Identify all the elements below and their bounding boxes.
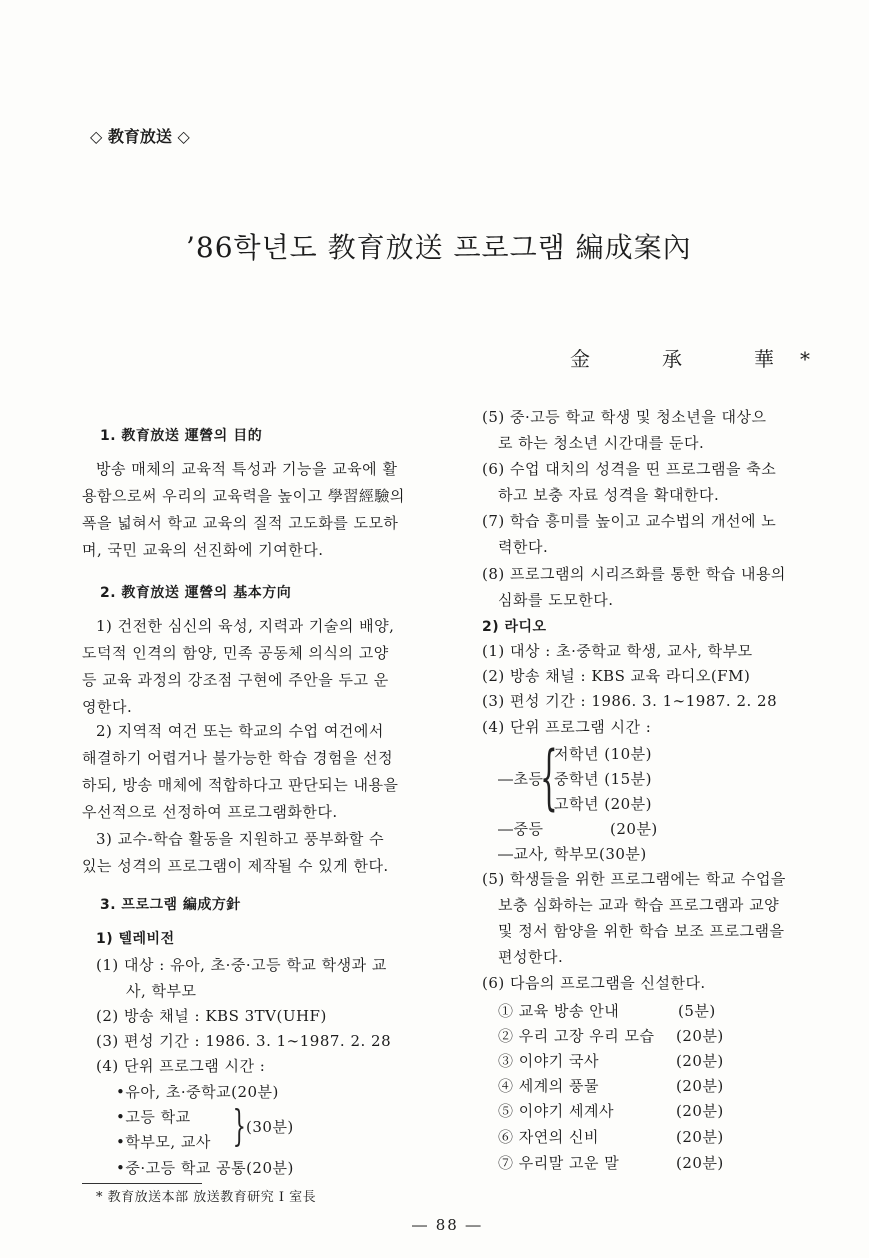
grade-low: 저학년 (10분): [554, 745, 653, 763]
program-item: ⑤ 이야기 세계사: [498, 1102, 614, 1120]
level-middle: ―중등: [498, 820, 544, 838]
footnote-divider: [82, 1183, 202, 1184]
program-item: ⑥ 자연의 신비: [498, 1128, 599, 1146]
radio-subheading: 2) 라디오: [482, 619, 547, 635]
program-time: (20분): [676, 1027, 724, 1045]
author: 金 承 華*: [570, 347, 836, 371]
program-time: (20분): [676, 1154, 724, 1172]
paragraph-line: 하되, 방송 매체에 적합하다고 판단되는 내용을: [82, 776, 399, 794]
paragraph-line: 방송 매체의 교육적 특성과 기능을 교육에 활: [96, 460, 398, 478]
list-item: 로 하는 청소년 시간대를 둔다.: [498, 434, 705, 452]
bullet-item: •학부모, 교사: [116, 1133, 211, 1151]
paragraph-line: 있는 성격의 프로그램이 제작될 수 있게 한다.: [82, 857, 389, 875]
section-2-heading: 2. 教育放送 運營의 基本方向: [100, 585, 292, 601]
list-item: (6) 수업 대치의 성격을 띤 프로그램을 축소: [482, 460, 777, 478]
paragraph-line: 등 교육 과정의 강조점 구현에 주안을 두고 운: [82, 671, 389, 689]
list-item: (2) 방송 채널 : KBS 교육 라디오(FM): [482, 667, 751, 685]
program-time: (20분): [676, 1128, 724, 1146]
list-item: 심화를 도모한다.: [498, 591, 614, 609]
grade-high: 고학년 (20분): [554, 795, 653, 813]
program-item: ③ 이야기 국사: [498, 1052, 599, 1070]
list-item: 및 정서 함양을 위한 학습 보조 프로그램을: [498, 922, 785, 940]
list-item: (1) 대상 : 초·중학교 학생, 교사, 학부모: [482, 642, 753, 660]
section-3-heading: 3. 프로그램 編成方針: [100, 897, 241, 913]
list-item: (2) 방송 채널 : KBS 3TV(UHF): [96, 1007, 327, 1025]
paragraph-line: 우선적으로 선정하여 프로그램화한다.: [82, 803, 338, 821]
footnote: * 教育放送本部 放送教育研究 I 室長: [96, 1190, 317, 1205]
series-header: ◇ 教育放送 ◇: [90, 127, 190, 146]
list-item: 편성한다.: [498, 948, 564, 966]
paragraph-line: 며, 국민 교육의 선진화에 기여한다.: [82, 541, 324, 559]
shared-time: (30분): [246, 1118, 294, 1136]
list-item: (3) 편성 기간 : 1986. 3. 1∼1987. 2. 28: [482, 692, 778, 710]
paragraph-line: 폭을 넓혀서 학교 교육의 질적 고도화를 도모하: [82, 514, 399, 532]
page-title: ’86학년도 教育放送 프로그램 編成案內: [186, 231, 692, 264]
list-item: (5) 중·고등 학교 학생 및 청소년을 대상으: [482, 408, 767, 426]
program-time: (20분): [676, 1077, 724, 1095]
right-brace: }: [232, 1101, 247, 1150]
program-item: ⑦ 우리말 고운 말: [498, 1154, 620, 1172]
paragraph-line: 용함으로써 우리의 교육력을 높이고 學習經驗의: [82, 487, 405, 505]
bullet-item: •중·고등 학교 공통(20분): [116, 1159, 294, 1177]
program-time: (20분): [676, 1052, 724, 1070]
program-time: (5분): [678, 1002, 716, 1020]
program-item: ① 교육 방송 안내: [498, 1002, 620, 1020]
bullet-item: •유아, 초·중학교(20분): [116, 1083, 279, 1101]
list-item: (4) 단위 프로그램 시간 :: [482, 718, 652, 736]
list-item: 사, 학부모: [126, 982, 197, 1000]
level-teacher-parent: ―교사, 학부모(30분): [498, 845, 647, 863]
list-item: (7) 학습 흥미를 높이고 교수법의 개선에 노: [482, 512, 777, 530]
list-item: (1) 대상 : 유아, 초·중·고등 학교 학생과 교: [96, 956, 387, 974]
program-item: ④ 세계의 풍물: [498, 1077, 599, 1095]
paragraph-line: 3) 교수-학습 활동을 지원하고 풍부화할 수: [96, 830, 385, 848]
list-item: (5) 학생들을 위한 프로그램에는 학교 수업을: [482, 870, 786, 888]
bullet-item: •고등 학교: [116, 1108, 191, 1126]
section-1-heading: 1. 教育放送 運營의 目的: [100, 428, 263, 444]
grade-mid: 중학년 (15분): [554, 770, 653, 788]
level-elementary: ―초등: [498, 770, 544, 788]
paragraph-line: 도덕적 인격의 함양, 민족 공동체 의식의 고양: [82, 644, 389, 662]
list-item: 하고 보충 자료 성격을 확대한다.: [498, 486, 720, 504]
left-brace: {: [540, 736, 558, 818]
list-item: 력한다.: [498, 538, 549, 556]
list-item: 보충 심화하는 교과 학습 프로그램과 교양: [498, 896, 780, 914]
program-item: ② 우리 고장 우리 모습: [498, 1027, 655, 1045]
list-item: (3) 편성 기간 : 1986. 3. 1∼1987. 2. 28: [96, 1032, 392, 1050]
program-time: (20분): [676, 1102, 724, 1120]
paragraph-line: 2) 지역적 여건 또는 학교의 수업 여건에서: [96, 722, 384, 740]
paragraph-line: 해결하기 어렵거나 불가능한 학습 경험을 선정: [82, 749, 394, 767]
page-number: ― 88 ―: [412, 1216, 483, 1234]
list-item: (6) 다음의 프로그램을 신설한다.: [482, 974, 706, 992]
paragraph-line: 영한다.: [82, 698, 133, 716]
paragraph-line: 1) 건전한 심신의 육성, 지력과 기술의 배양,: [96, 617, 395, 635]
list-item: (4) 단위 프로그램 시간 :: [96, 1057, 266, 1075]
tv-subheading: 1) 텔레비전: [96, 931, 175, 947]
level-middle-time: (20분): [610, 820, 658, 838]
list-item: (8) 프로그램의 시리즈화를 통한 학습 내용의: [482, 565, 786, 583]
